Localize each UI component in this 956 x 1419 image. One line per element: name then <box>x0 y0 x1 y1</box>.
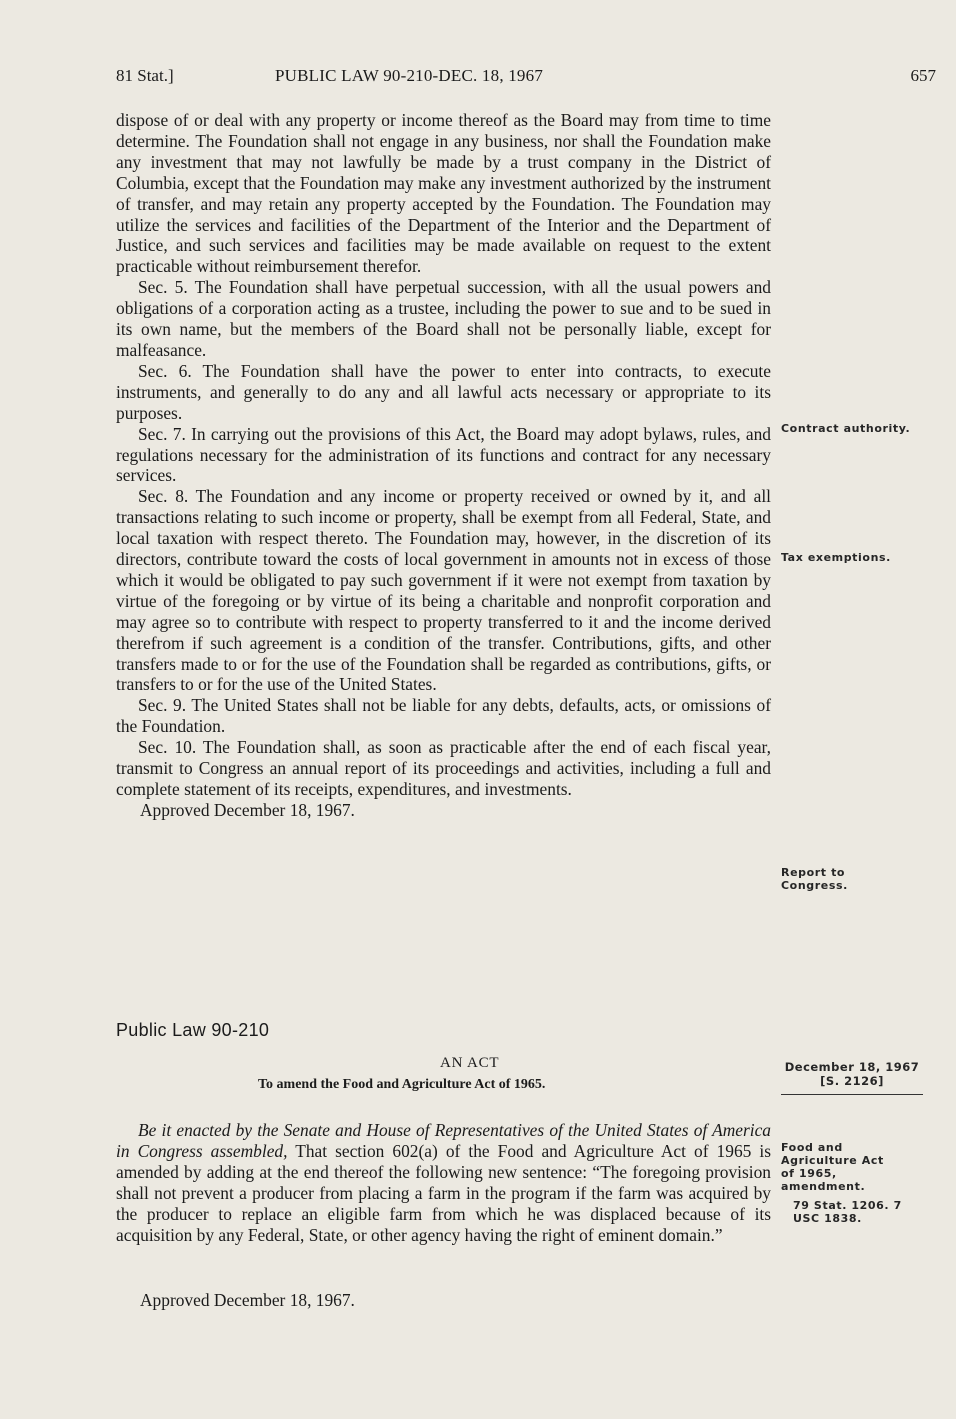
date-block <box>781 1060 923 1088</box>
enacting-text: That section 602(a) of the Food and Agriculture Act of 1965 is amended by adding at the end thereof the following new sentence: “The foregoing provision shall not prevent a producer from placing a farm in the program if the farm was acquired by the producer to replace an eligible farm from which he was displaced because of its acquisition by any Federal, State, or other agency having the right of eminent domain.” <box>116 1140 771 1245</box>
margin-note-tax: Tax exemptions. <box>781 551 891 564</box>
margin-note-food-act: Food and Agriculture Act of 1965, amendment. <box>781 1141 884 1193</box>
paragraph-continuation: dispose of or deal with any property or income thereof as the Board may from time to time determine. The Foundation shall not engage in any business, nor shall the Foundation make any investment that may not lawfully be made by a trust company in the District of Columbia, except that the Foundation may make any investment authorized by the instrument of transfer, and may retain any property accepted by the Foundation. The Foundation may utilize the services and facilities of the Department of the Interior and the Department of Justice, and such services and facilities may be made available on request to the extent practicable without reimbursement therefor. <box>116 110 771 277</box>
enacting-paragraph <box>116 1120 771 1245</box>
main-text <box>116 110 771 821</box>
section-10: Sec. 10. The Foundation shall, as soon as practicable after the end of each fiscal year, transmit to Congress an annual report of its proceedings and activities, including a full and complete statement of its receipts, expenditures, and investments. <box>116 737 771 799</box>
approval-line-2: Approved December 18, 1967. <box>140 1290 355 1310</box>
act-title: AN ACT <box>440 1055 500 1071</box>
bill-number: [S. 2126] <box>820 1074 884 1088</box>
section-9: Sec. 9. The United States shall not be liable for any debts, defaults, acts, or omissions of the Foundation. <box>116 695 771 737</box>
act-text <box>116 1120 771 1245</box>
margin-note-contract: Contract authority. <box>781 422 911 435</box>
margin-note-citation: 79 Stat. 1206. 7 USC 1838. <box>793 1199 902 1225</box>
header-title: PUBLIC LAW 90-210-DEC. 18, 1967 <box>275 66 544 85</box>
public-law-heading: Public Law 90-210 <box>116 1020 270 1040</box>
stat-reference: 81 Stat.] <box>116 66 174 85</box>
margin-note-report: Report to Congress. <box>781 866 848 892</box>
running-header <box>116 66 936 92</box>
section-5: Sec. 5. The Foundation shall have perpetual succession, with all the usual powers and obligations of a corporation acting as a trustee, including the power to sue and to be sued in its own name, but the members of the Board shall not be personally liable, except for malfeasance. <box>116 277 771 360</box>
approval-line: Approved December 18, 1967. <box>140 799 355 820</box>
enacting-clause: Be it enacted by the Senate and House of Representatives of the United States of America in Congress assembled, <box>116 1120 771 1161</box>
section-7: Sec. 7. In carrying out the provisions of this Act, the Board may adopt bylaws, rules, and regulations necessary for the administration of its functions and contract for any necessary services. <box>116 423 771 486</box>
act-subtitle: To amend the Food and Agriculture Act of 1965. <box>258 1077 546 1092</box>
page-number: 657 <box>910 66 936 85</box>
section-8: Sec. 8. The Foundation and any income or property received or owned by it, and all transactions relating to such income or property, shall be exempt from all Federal, State, and local taxation with respect thereto. The Foundation may, however, in the discretion of its directors, contribute toward the costs of local government in amounts not in excess of those which it would be obligated to pay such government if it were not exempt from taxation by virtue of the foregoing or by virtue of its being a charitable and nonprofit corporation and may agree so to contribute with respect to property transferred to it and the income derived therefrom if such agreement is a condition of the transfer. Contributions, gifts, and other transfers made to or for the use of the Foundation shall be regarded as contributions, gifts, or transfers to or for the use of the United States. <box>116 486 771 695</box>
date-rule <box>781 1094 923 1095</box>
section-6: Sec. 6. The Foundation shall have the power to enter into contracts, to execute instruments, and generally to do any and all lawful acts necessary or appropriate to its purposes. <box>116 360 771 423</box>
enactment-date: December 18, 1967 <box>784 1060 920 1074</box>
